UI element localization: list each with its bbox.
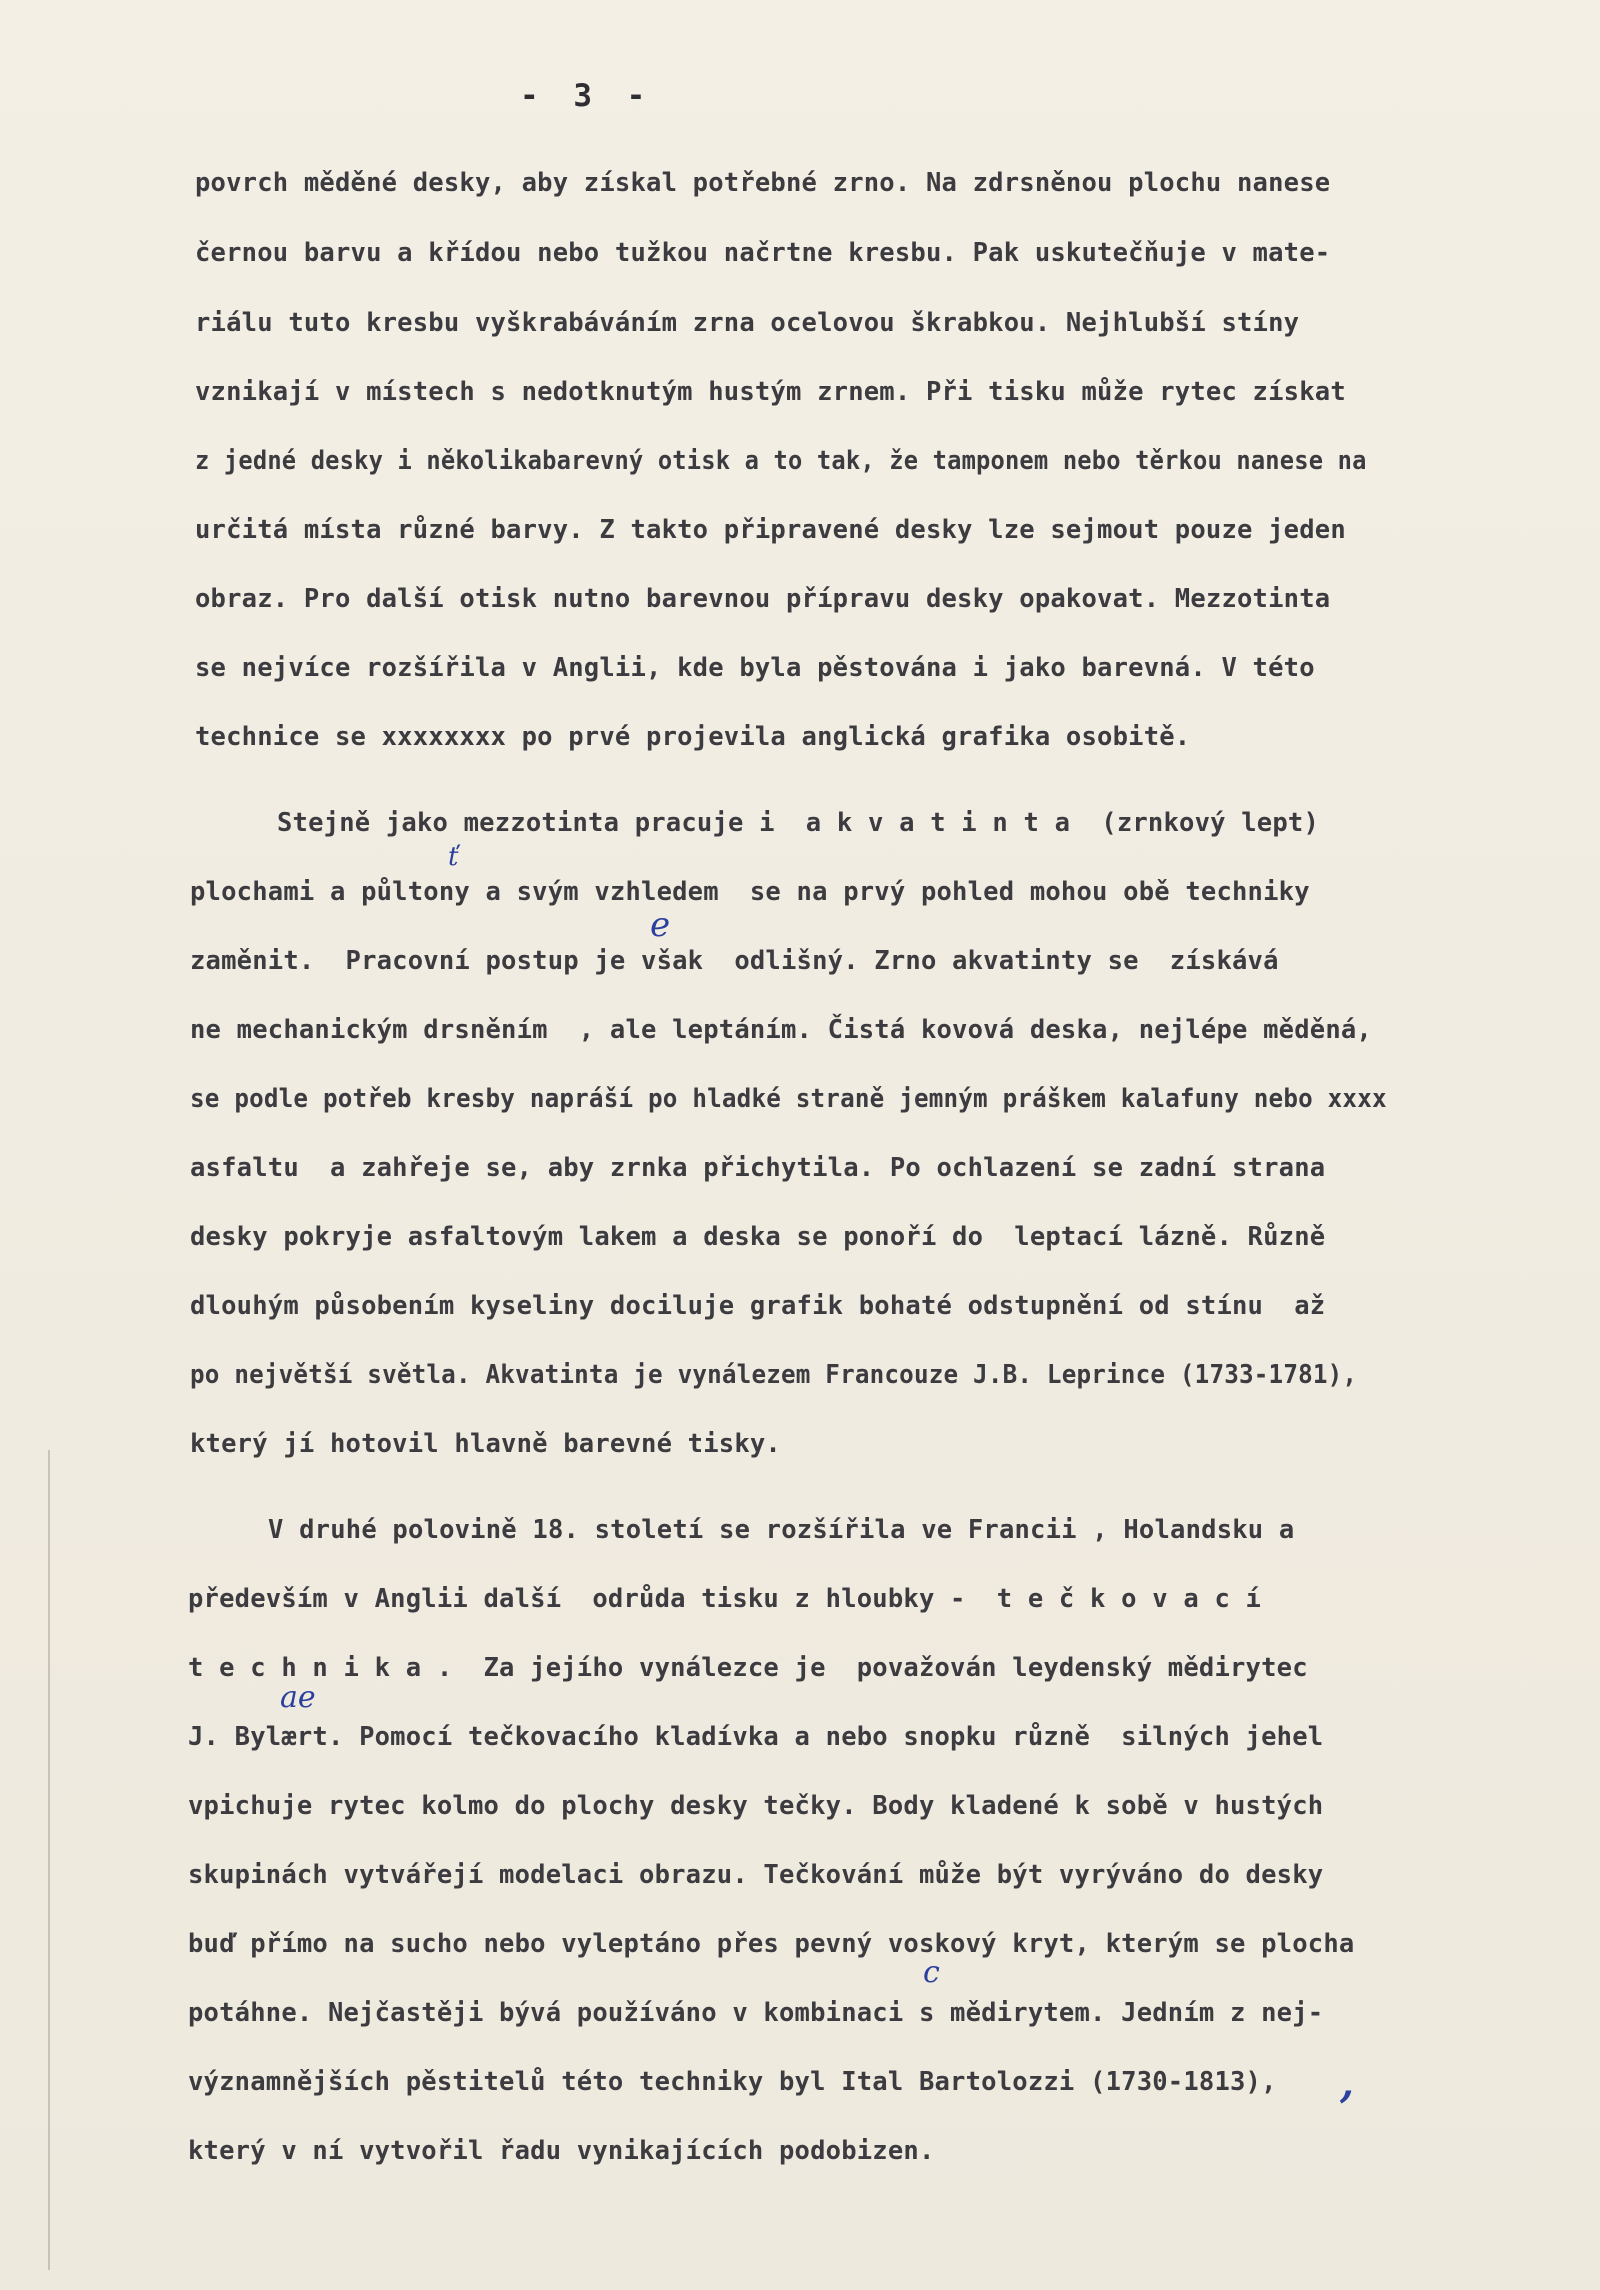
text-line: který jí hotovil hlavně barevné tisky. <box>190 1429 781 1459</box>
text-line: technice se xxxxxxxx po prvé projevila anglická grafika osobitě. <box>195 722 1191 752</box>
text-line: riálu tuto kresbu vyškrabáváním zrna ocelovou škrabkou. Nejhlubší stíny <box>195 308 1300 338</box>
text-line: skupinách vytvářejí modelaci obrazu. Tečkování může být vyrýváno do desky <box>188 1860 1324 1890</box>
text-line: J. Bylært. Pomocí tečkovacího kladívka a nebo snopku různě silných jehel <box>188 1722 1324 1752</box>
text-line: významnějších pěstitelů této techniky byl Ital Bartolozzi (1730-1813), <box>188 2067 1277 2097</box>
handwritten-accent-tony: ť <box>448 842 459 872</box>
handwritten-comma-mark: , <box>1340 2060 1354 2107</box>
text-line: se nejvíce rozšířila v Anglii, kde byla pěstována i jako barevná. V této <box>195 653 1315 683</box>
page-number: - 3 - <box>520 78 654 114</box>
text-line: především v Anglii další odrůda tisku z hloubky - t e č k o v a c í <box>188 1584 1262 1614</box>
text-line: zaměnit. Pracovní postup je však odlišný. Zrno akvatinty se získává <box>190 946 1279 976</box>
text-line: t e c h n i k a . Za jejího vynálezce je považován leydenský mědirytec <box>188 1653 1308 1683</box>
text-line: černou barvu a křídou nebo tužkou načrtne kresbu. Pak uskutečňuje v mate- <box>195 238 1331 268</box>
text-line: potáhne. Nejčastěji bývá používáno v kombinaci s mědirytem. Jedním z nej- <box>188 1998 1324 2028</box>
text-line: dlouhým působením kyseliny dociluje grafik bohaté odstupnění od stínu až <box>190 1291 1326 1321</box>
text-line: asfaltu a zahřeje se, aby zrnka přichytila. Po ochlazení se zadní strana <box>190 1153 1326 1183</box>
text-line: se podle potřeb kresby napráší po hladké straně jemným práškem kalafuny nebo xxxx <box>190 1084 1387 1114</box>
handwritten-correction-bylaert: ae <box>280 1680 316 1715</box>
text-line: který v ní vytvořil řadu vynikajících podobizen. <box>188 2136 935 2166</box>
text-line: plochami a půltony a svým vzhledem se na prvý pohled mohou obě techniky <box>190 877 1310 907</box>
text-line: V druhé polovině 18. století se rozšířila ve Francii , Holandsku a <box>268 1515 1295 1545</box>
text-line: ne mechanickým drsněním , ale leptáním. Čistá kovová deska, nejlépe měděná, <box>190 1015 1372 1045</box>
handwritten-correction-je: e <box>650 905 671 945</box>
text-line: vpichuje rytec kolmo do plochy desky tečky. Body kladené k sobě v hustých <box>188 1791 1324 1821</box>
text-line: povrch měděné desky, aby získal potřebné zrno. Na zdrsněnou plochu nanese <box>195 168 1331 198</box>
text-line: z jedné desky i několikabarevný otisk a to tak, že tamponem nebo těrkou nanese na <box>195 446 1367 476</box>
text-line: určitá místa různé barvy. Z takto připravené desky lze sejmout pouze jeden <box>195 515 1346 545</box>
paper-fold-mark <box>48 1450 50 2270</box>
text-line: Stejně jako mezzotinta pracuje i a k v a t i n t a (zrnkový lept) <box>277 808 1320 838</box>
text-line: po největší světla. Akvatinta je vynálezem Francouze J.B. Leprince (1733-1781), <box>190 1360 1358 1390</box>
handwritten-correction-kombinaci: c <box>923 1955 940 1990</box>
text-line: buď přímo na sucho nebo vyleptáno přes pevný voskový kryt, kterým se plocha <box>188 1929 1355 1959</box>
text-line: vznikají v místech s nedotknutým hustým zrnem. Při tisku může rytec získat <box>195 377 1346 407</box>
text-line: desky pokryje asfaltovým lakem a deska se ponoří do leptací lázně. Různě <box>190 1222 1326 1252</box>
text-line: obraz. Pro další otisk nutno barevnou přípravu desky opakovat. Mezzotinta <box>195 584 1331 614</box>
